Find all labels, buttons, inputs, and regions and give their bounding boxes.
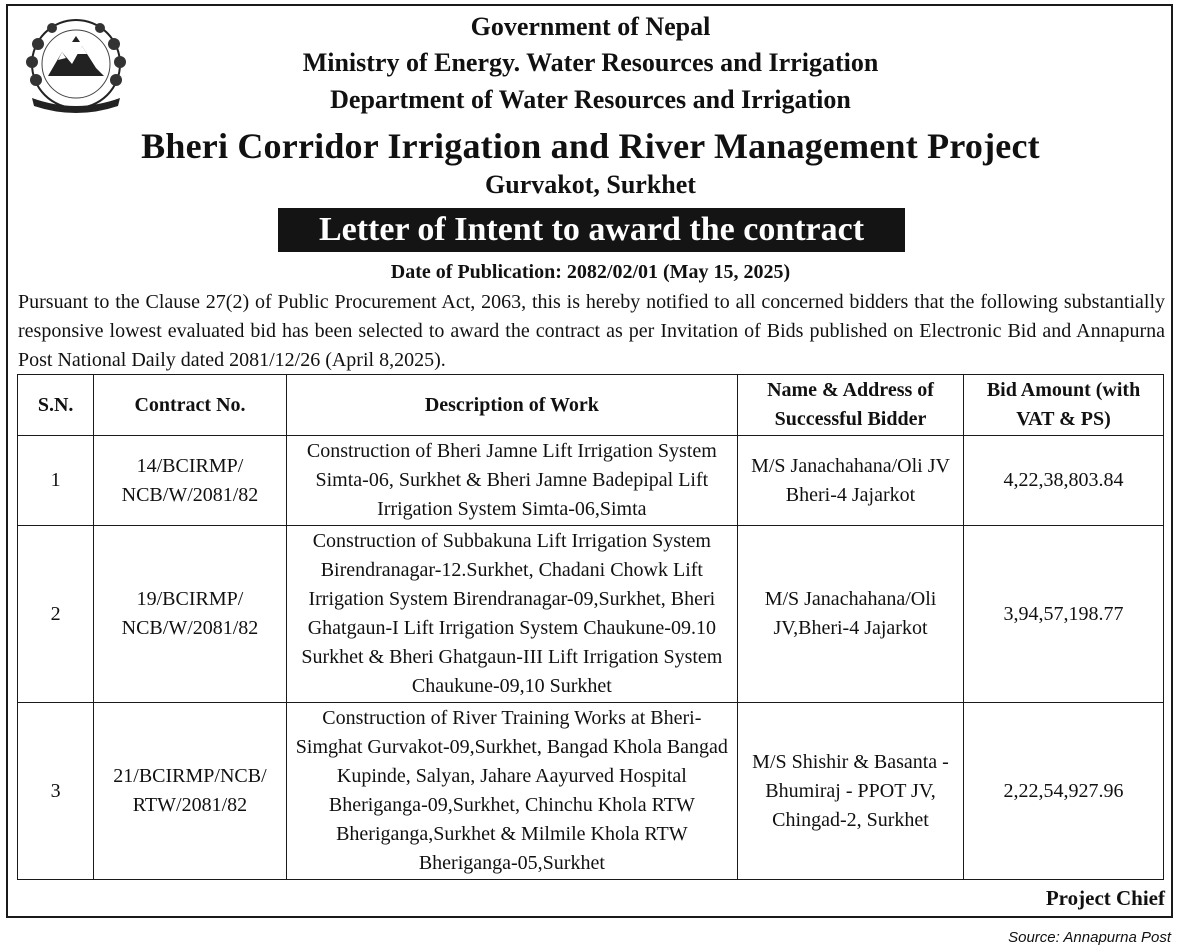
signatory-title: Project Chief xyxy=(1045,886,1165,910)
ministry-title: Ministry of Energy. Water Resources and Irrigation xyxy=(302,48,879,77)
column-header-bidder: Name & Address of Successful Bidder xyxy=(737,375,963,436)
table-header-row xyxy=(18,375,1164,436)
cell-bid-amount: 4,22,38,803.84 xyxy=(964,436,1164,526)
cell-contract-no: 21/BCIRMP/NCB/ RTW/2081/82 xyxy=(94,703,286,880)
cell-bidder: M/S Shishir & Basanta - Bhumiraj - PPOT JV, Chingad-2, Surkhet xyxy=(737,703,963,880)
cell-sn: 2 xyxy=(18,526,94,703)
column-header-bid-amount: Bid Amount (with VAT & PS) xyxy=(964,375,1164,436)
project-location: Gurvakot, Surkhet xyxy=(485,170,696,199)
project-title: Bheri Corridor Irrigation and River Management Project xyxy=(141,126,1040,166)
cell-bid-amount: 2,22,54,927.96 xyxy=(964,703,1164,880)
department-title: Department of Water Resources and Irrigation xyxy=(330,85,851,114)
source-credit: Source: Annapurna Post xyxy=(1008,929,1171,946)
column-header-sn: S.N. xyxy=(18,375,94,436)
cell-contract-no: 19/BCIRMP/ NCB/W/2081/82 xyxy=(94,526,286,703)
government-title: Government of Nepal xyxy=(470,12,711,41)
intro-paragraph: Pursuant to the Clause 27(2) of Public Procurement Act, 2063, this is hereby notified to all concerned bidders that the following substantially responsive lowest evaluated bid has been selected to award the contract as per Invitation of Bids published on Electronic Bid and Annapurna Post National Daily dated 2081/12/26 (April 8,2025). xyxy=(18,291,1165,371)
cell-bid-amount: 3,94,57,198.77 xyxy=(964,526,1164,703)
cell-description: Construction of Bheri Jamne Lift Irrigation System Simta-06, Surkhet & Bheri Jamne Badepipal Lift Irrigation System Simta-06,Simta xyxy=(286,436,737,526)
publication-date: Date of Publication: 2082/02/01 (May 15, 2025) xyxy=(390,261,791,283)
table-row xyxy=(18,436,1164,526)
cell-sn: 3 xyxy=(18,703,94,880)
cell-sn: 1 xyxy=(18,436,94,526)
cell-description: Construction of River Training Works at Bheri-Simghat Gurvakot-09,Surkhet, Bangad Khola Bangad Kupinde, Salyan, Jahare Aayurved Hospital Bheriganga-09,Surkhet, Chinchu Khola RTW Bheriganga,Surkhet & Milmile Khola RTW Bheriganga-05,Surkhet xyxy=(286,703,737,880)
column-header-contract-no: Contract No. xyxy=(94,375,286,436)
cell-bidder: M/S Janachahana/Oli JV,Bheri-4 Jajarkot xyxy=(737,526,963,703)
cell-description: Construction of Subbakuna Lift Irrigation System Birendranagar-12.Surkhet, Chadani Chowk Lift Irrigation System Birendranagar-09,Surkhet, Bheri Ghatgaun-I Lift Irrigation System Chaukune-09.10 Surkhet & Bheri Ghatgaun-III Lift Irrigation System Chaukune-09,10 Surkhet xyxy=(286,526,737,703)
cell-contract-no: 14/BCIRMP/ NCB/W/2081/82 xyxy=(94,436,286,526)
table-row xyxy=(18,703,1164,880)
cell-bidder: M/S Janachahana/Oli JV Bheri-4 Jajarkot xyxy=(737,436,963,526)
table-row xyxy=(18,526,1164,703)
column-header-description: Description of Work xyxy=(286,375,737,436)
awards-table xyxy=(17,374,1164,880)
notice-title-banner: Letter of Intent to award the contract xyxy=(278,208,905,252)
